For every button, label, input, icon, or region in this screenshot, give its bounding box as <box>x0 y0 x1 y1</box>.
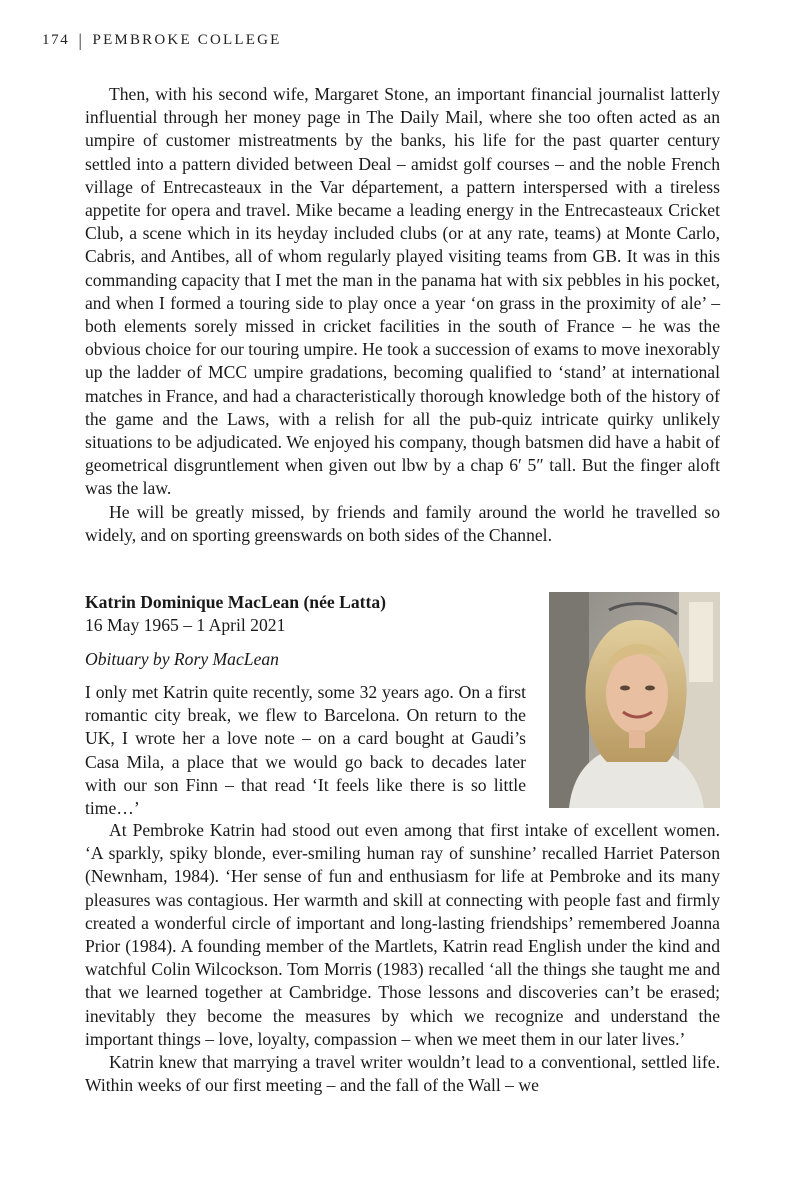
paragraph: He will be greatly missed, by friends and family around the world he travelled so widely, and on sporting greenswards on both sides of the Channel. <box>85 501 720 545</box>
obituary-byline: Obituary by Rory MacLean <box>85 649 279 669</box>
portrait-photo-icon <box>549 592 720 808</box>
running-header <box>42 31 281 49</box>
obituary-dates: 16 May 1965 – 1 April 2021 <box>85 615 286 635</box>
college-name: PEMBROKE COLLEGE <box>92 31 282 48</box>
obituary-name: Katrin Dominique MacLean (née Latta) <box>85 592 387 612</box>
obituary-intro <box>85 681 526 820</box>
obituary-body-text <box>85 819 720 1097</box>
paragraph: Then, with his second wife, Margaret Stone, an important financial journalist latterly influential through her money page in The Daily Mail, where she too often acted as an umpire of customer mistreatments by the banks, his life for the past quarter century settled into a pattern divided between Deal – amidst golf courses – and the noble French village of Entrecasteaux in the Var département, a pattern interspersed with a tireless appetite for opera and travel. Mike became a leading energy in the Entrecasteaux Cricket Club, a scene which in its heyday included clubs (or at any rate, teams) at Monte Carlo, Cabris, and Antibes, all of whom regularly played visiting teams from GB. It was in this commanding capacity that I met the man in the panama hat with six pebbles in his pocket, and when I formed a touring side to play once a year ‘on grass in the proximity of ale’ – both elements sorely missed in cricket facilities in the south of France – he was the obvious choice for our touring umpire. He took a succession of exams to move inexorably up the ladder of MCC umpire gradations, becoming qualified to ‘stand’ at international matches in France, and had a characteristically thorough knowledge both of the history of the game and the Laws, with a relish for all the pub-quiz intricate quirky unlikely situations to be adjudicated. We enjoyed his company, though batsmen did have a habit of geometrical disgruntlement when given out lbw by a chap 6′ 5″ tall. But the finger aloft was the law. <box>85 84 720 499</box>
obituary-heading <box>85 591 535 671</box>
paragraph: Katrin knew that marrying a travel writer wouldn’t lead to a conventional, settled life. Within weeks of our first meeting – and the fall of the Wall – we <box>85 1052 720 1096</box>
previous-obituary-text <box>85 83 720 547</box>
page-number: 174 <box>42 31 70 48</box>
paragraph: At Pembroke Katrin had stood out even among that first intake of excellent women. ‘A sparkly, spiky blonde, ever-smiling human ray of sunshine’ recalled Harriet Paterson (Newnham, 1984). ‘Her sense of fun and enthusiasm for life at Pembroke and its many pleasures was contagious. Her warmth and skill at connecting with people fast and firmly created a wonderful circle of important and long-lasting friendships’ remembered Joanna Prior (1984). A founding member of the Martlets, Katrin read English under the kind and watchful Colin Wilcockson. Tom Morris (1983) recalled ‘all the things she taught me and that we learned together at Cambridge. Those lessons and discoveries can’t be erased; inevitably they become the measures by which we recognize and understand the important things – love, loyalty, compassion – when we meet them in our later lives.’ <box>85 820 720 1049</box>
header-divider: | <box>78 30 84 50</box>
portrait-photo-graphic <box>549 592 720 808</box>
paragraph: I only met Katrin quite recently, some 32 years ago. On a first romantic city break, we flew to Barcelona. On return to the UK, I wrote her a love note – on a card bought at Gaudi’s Casa Mila, a place that we would go back to decades later with our son Finn – that read ‘It feels like there is so little time…’ <box>85 682 526 819</box>
